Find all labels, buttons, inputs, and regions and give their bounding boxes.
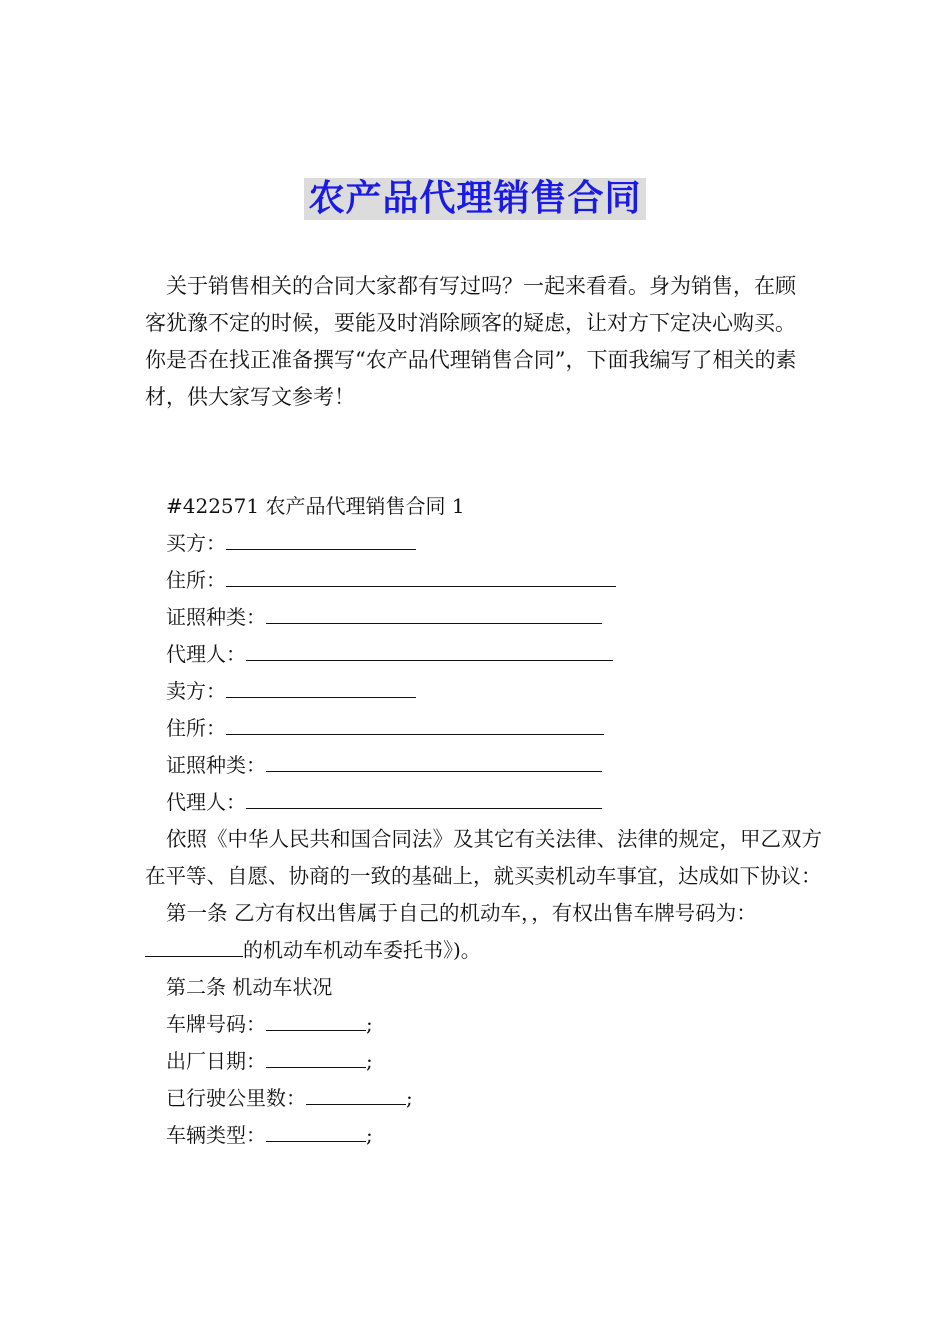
buyer-license-label: 证照种类： <box>166 605 266 629</box>
seller-agent-line <box>145 784 835 821</box>
seller-address-label: 住所： <box>166 716 226 740</box>
mileage-line <box>145 1080 835 1117</box>
article-1 <box>145 895 835 932</box>
article-1-continuation <box>145 932 835 969</box>
buyer-agent-label: 代理人： <box>166 642 246 666</box>
seller-license-blank <box>266 749 602 772</box>
buyer-blank <box>226 527 416 550</box>
seller-address-blank <box>226 712 604 735</box>
basis-paragraph: 依照《中华人民共和国合同法》及其它有关法律、法律的规定，甲乙双方在平等、自愿、协商的一致的基础上，就买卖机动车事宜，达成如下协议： <box>145 827 822 888</box>
seller-address-line <box>145 710 835 747</box>
vehicle-type-label: 车辆类型： <box>166 1123 266 1147</box>
intro-section <box>145 268 815 416</box>
vehicle-type-semicolon: ; <box>366 1123 373 1147</box>
factory-date-label: 出厂日期： <box>166 1049 266 1073</box>
article-1-cont-text: 的机动车机动车委托书》)。 <box>243 938 481 962</box>
buyer-label: 买方： <box>166 531 226 555</box>
contract-heading: #422571 农产品代理销售合同 1 <box>166 494 465 518</box>
mileage-blank <box>306 1082 406 1105</box>
seller-license-label: 证照种类： <box>166 753 266 777</box>
mileage-semicolon: ; <box>406 1086 413 1110</box>
vehicle-type-blank <box>266 1119 366 1142</box>
buyer-license-blank <box>266 601 602 624</box>
buyer-address-line <box>145 562 835 599</box>
buyer-agent-line <box>145 636 835 673</box>
title-block <box>0 178 950 220</box>
factory-date-semicolon: ; <box>366 1049 373 1073</box>
factory-date-line <box>145 1043 835 1080</box>
vehicle-type-line <box>145 1117 835 1154</box>
plate-blank <box>145 934 243 957</box>
article-2: 第二条 机动车状况 <box>166 975 333 999</box>
seller-license-line <box>145 747 835 784</box>
factory-date-blank <box>266 1045 366 1068</box>
intro-paragraph: 关于销售相关的合同大家都有写过吗？一起来看看。身为销售，在顾客犹豫不定的时候，要能及时消除顾客的疑虑，让对方下定决心购买。你是否在找正准备撰写“农产品代理销售合同”，下面我编写了相关的素材，供大家写文参考！ <box>145 274 797 409</box>
document-title: 农产品代理销售合同 <box>304 178 645 220</box>
mileage-label: 已行驶公里数： <box>166 1086 306 1110</box>
plate-semicolon: ; <box>366 1012 373 1036</box>
seller-blank <box>226 675 416 698</box>
plate-number-blank <box>266 1008 366 1031</box>
buyer-address-blank <box>226 564 616 587</box>
buyer-license-line <box>145 599 835 636</box>
buyer-line <box>145 525 835 562</box>
seller-agent-label: 代理人： <box>166 790 246 814</box>
contract-body <box>145 488 835 1154</box>
buyer-agent-blank <box>246 638 613 661</box>
plate-label: 车牌号码： <box>166 1012 266 1036</box>
seller-agent-blank <box>246 786 602 809</box>
plate-line <box>145 1006 835 1043</box>
seller-line <box>145 673 835 710</box>
buyer-address-label: 住所： <box>166 568 226 592</box>
article-1-text: 第一条 乙方有权出售属于自己的机动车，，有权出售车牌号码为： <box>166 901 757 925</box>
seller-label: 卖方： <box>166 679 226 703</box>
